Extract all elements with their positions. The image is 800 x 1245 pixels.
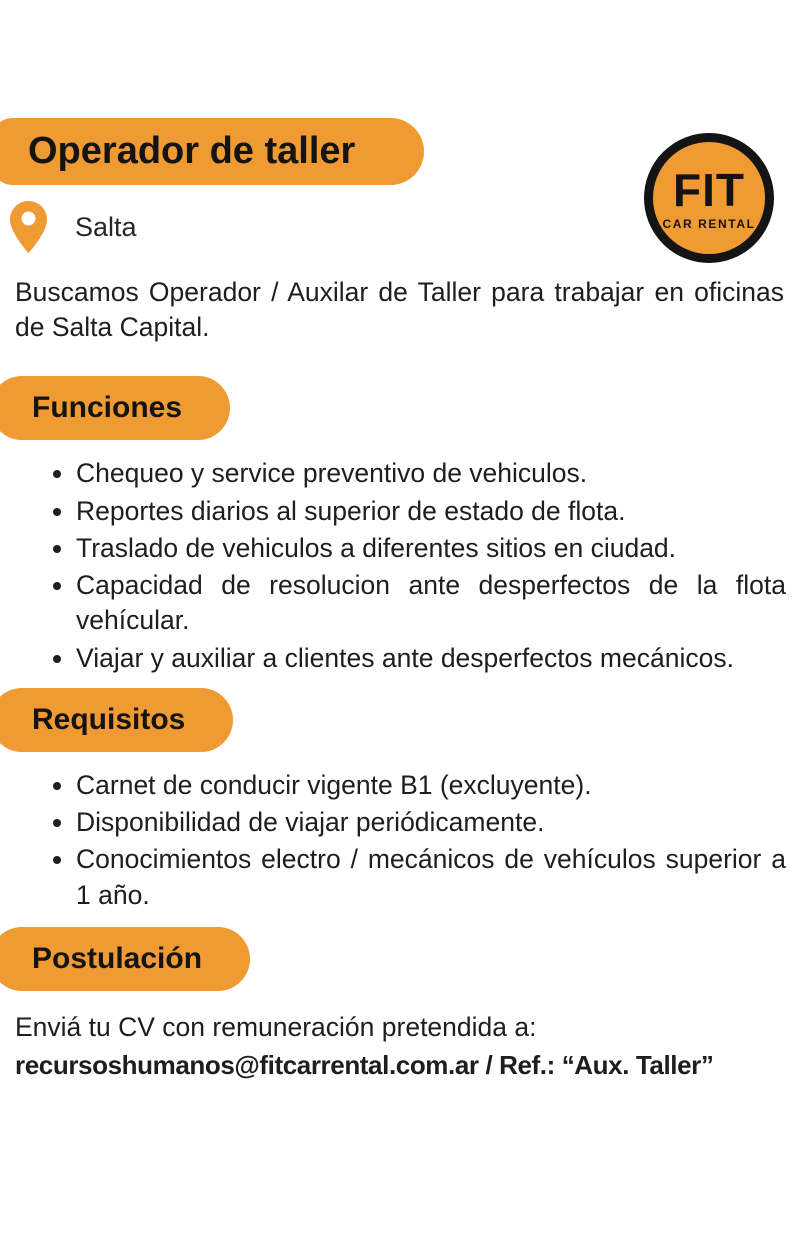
footer	[15, 1011, 785, 1082]
job-title-pill	[0, 118, 424, 185]
list-item: • Capacidad de resolucion ante desperfectos de la flota vehícular.	[76, 568, 786, 638]
job-flyer	[0, 118, 800, 1082]
list-item: • Reportes diarios al superior de estado de flota.	[76, 494, 786, 529]
logo-inner	[662, 161, 767, 231]
list-item: • Conocimientos electro / mecánicos de vehículos superior a 1 año.	[76, 842, 786, 912]
list-item: • Disponibilidad de viajar periódicamente.	[76, 805, 786, 840]
section-heading-label: Funciones	[32, 391, 183, 425]
fit-car-rental-logo	[644, 133, 774, 263]
footer-cta: Enviá tu CV con remuneración pretendida a:	[15, 1011, 537, 1042]
list-item: • Carnet de conducir vigente B1 (excluyente).	[76, 768, 786, 803]
job-title: Operador de taller	[28, 130, 356, 172]
list-item: • Viajar y auxiliar a clientes ante desperfectos mecánicos.	[76, 641, 786, 676]
location-pin-icon	[9, 200, 48, 254]
section-heading-requisitos	[0, 688, 233, 752]
requisitos-list	[0, 768, 786, 913]
list-item: • Traslado de vehiculos a diferentes sitios en ciudad.	[76, 531, 786, 566]
footer-contact: recursoshumanos@fitcarrental.com.ar / Ref.: “Aux. Taller”	[15, 1050, 714, 1081]
logo-subtext: CAR RENTAL	[662, 217, 756, 231]
section-heading-postulacion	[0, 927, 250, 991]
intro-paragraph: Buscamos Operador / Auxilar de Taller para trabajar en oficinas de Salta Capital.	[15, 277, 784, 342]
logo-brand-text: FIT	[673, 164, 745, 216]
funciones-list	[0, 456, 786, 675]
section-heading-label: Requisitos	[32, 702, 186, 736]
section-heading-funciones	[0, 376, 230, 440]
section-heading-label: Postulación	[32, 941, 203, 975]
list-item: • Chequeo y service preventivo de vehiculos.	[76, 456, 786, 491]
registered-trademark-icon: ®	[756, 161, 767, 176]
location-text: Salta	[75, 211, 137, 242]
